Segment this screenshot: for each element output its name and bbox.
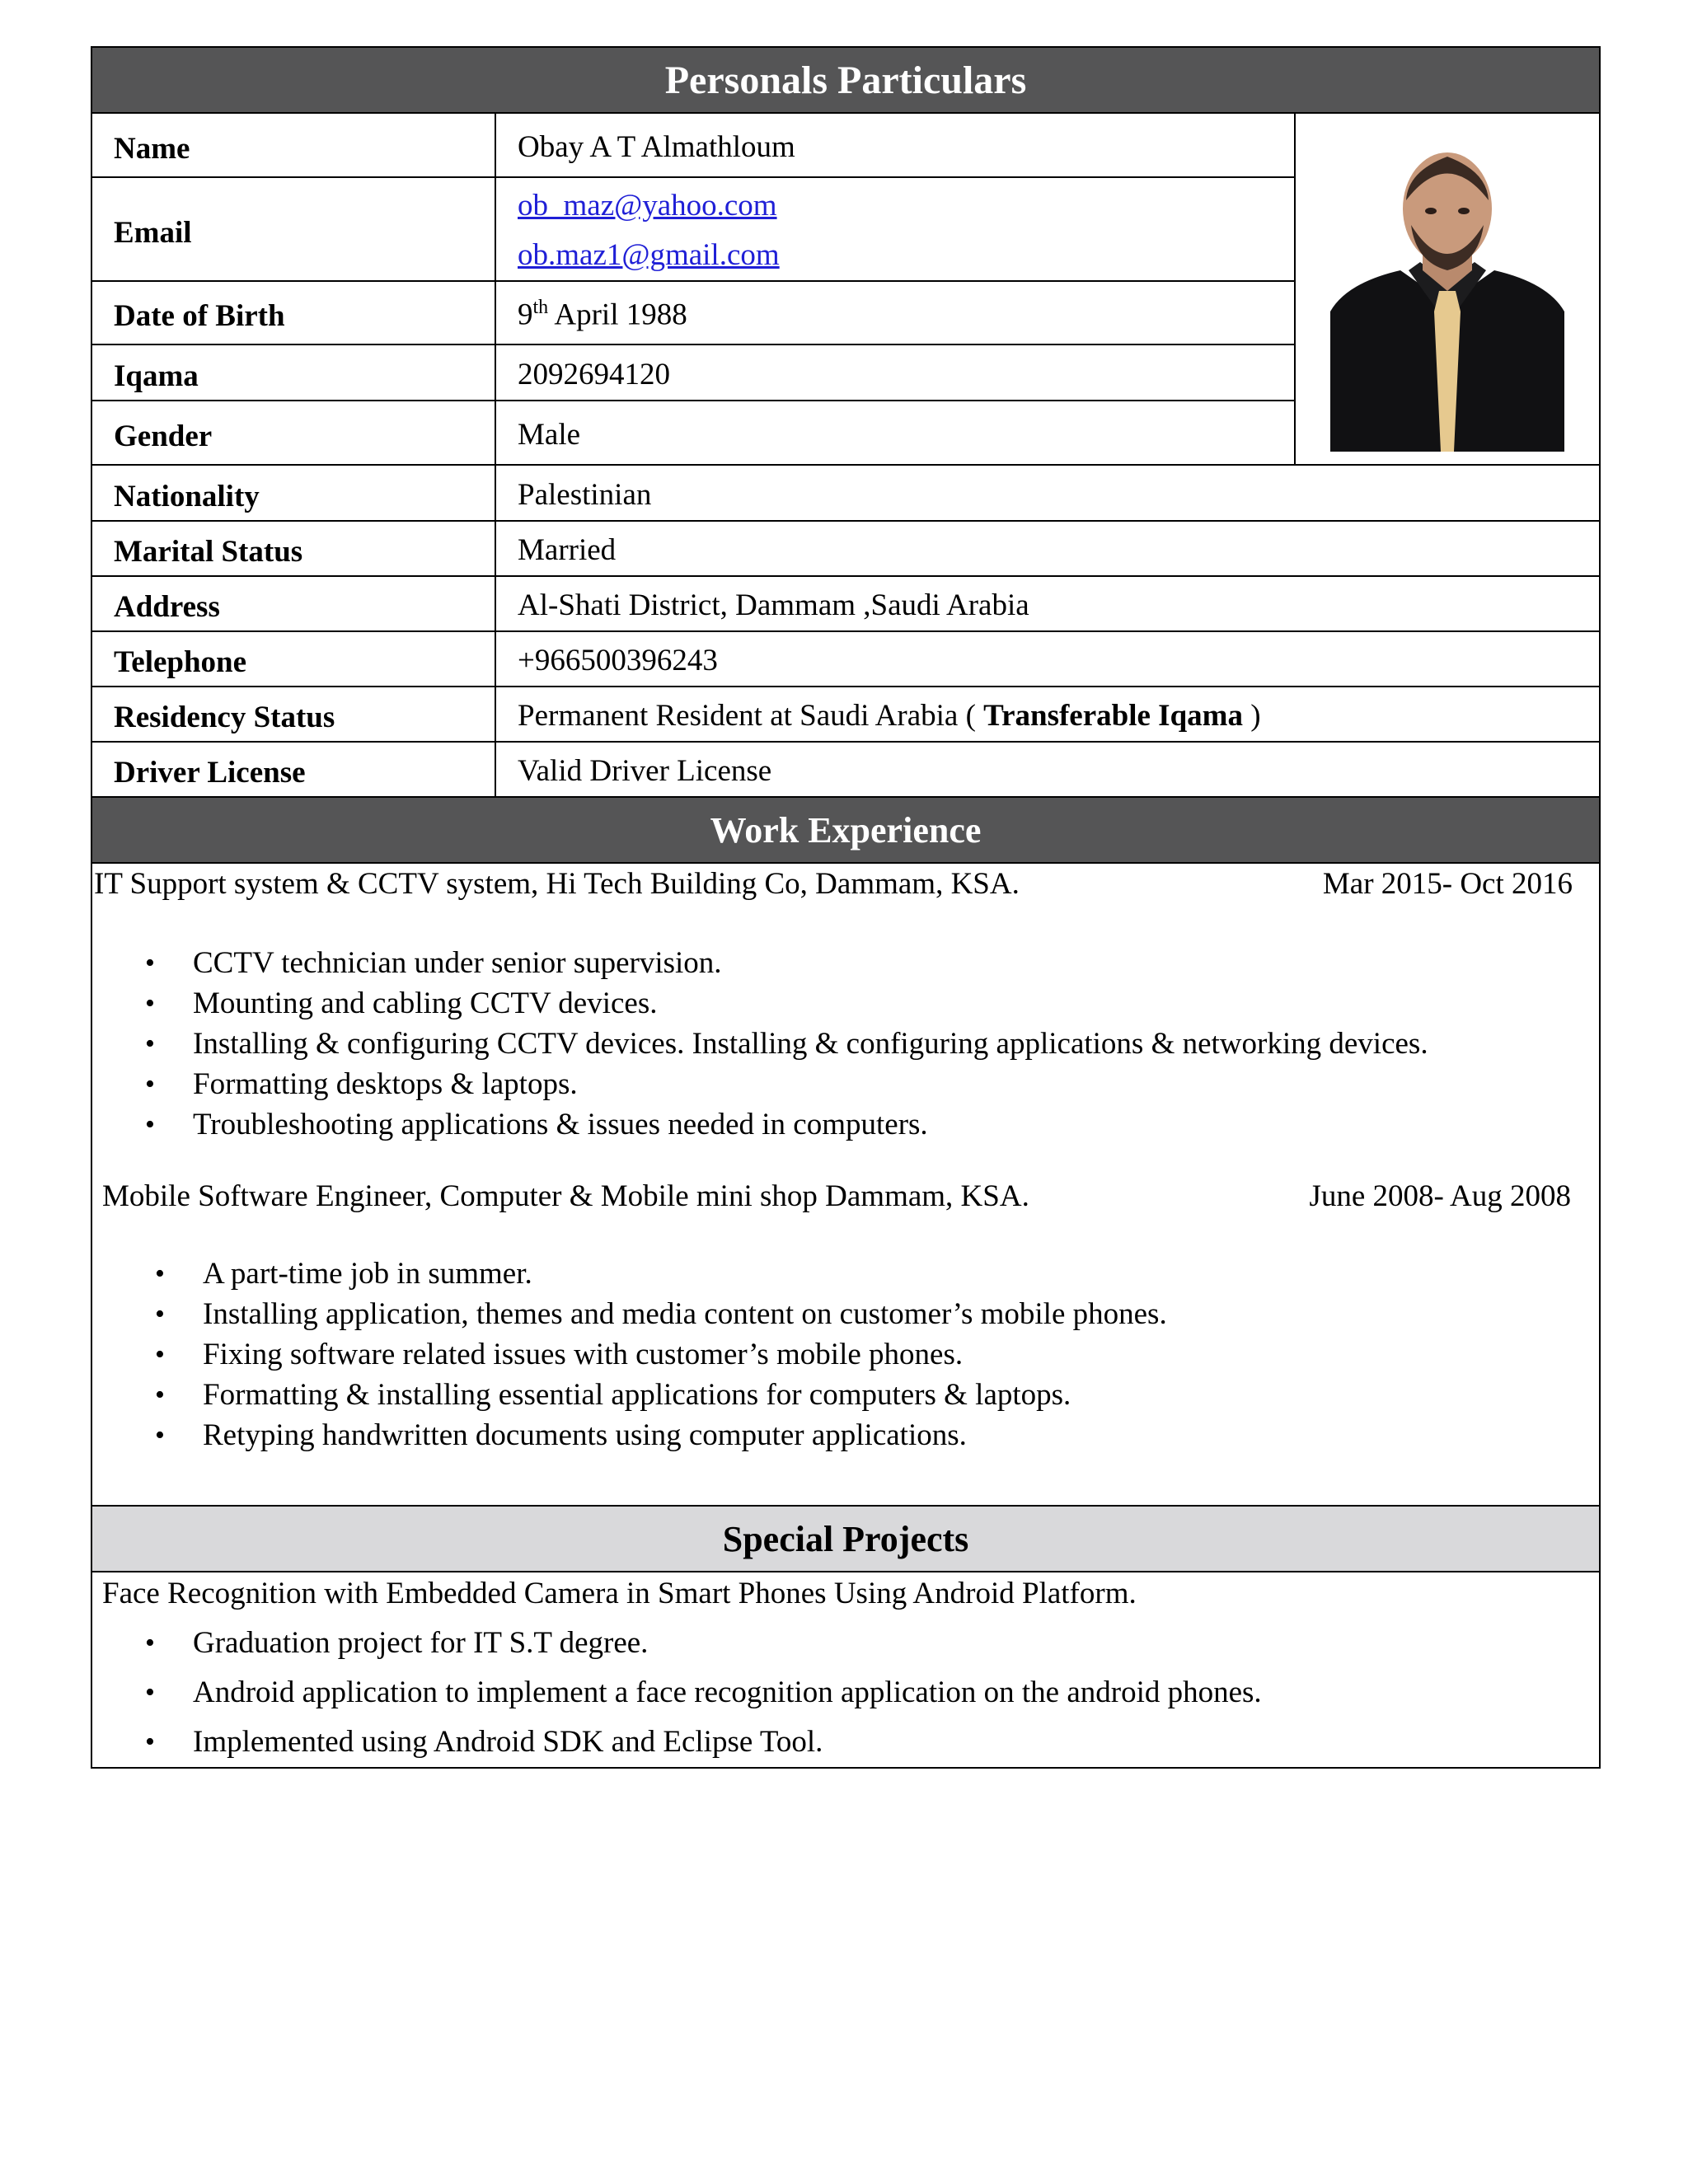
email-link-gmail[interactable]: ob.maz1@gmail.com bbox=[518, 238, 780, 272]
residency-prefix: Permanent Resident at Saudi Arabia ( bbox=[518, 699, 984, 733]
list-item bbox=[155, 1375, 1599, 1415]
list-item bbox=[155, 1415, 1599, 1455]
list-item-text: Retyping handwritten documents using computer applications. bbox=[203, 1418, 967, 1452]
list-item bbox=[155, 1294, 1599, 1334]
marital-status-value: Married bbox=[495, 521, 1600, 576]
iqama-value: 2092694120 bbox=[495, 344, 1295, 401]
list-item bbox=[145, 983, 1599, 1024]
address-value: Al-Shati District, Dammam ,Saudi Arabia bbox=[495, 576, 1600, 631]
address-label: Address bbox=[91, 576, 495, 631]
list-item-text: Android application to implement a face recognition application on the android phones. bbox=[193, 1675, 1262, 1709]
list-item-text: Mounting and cabling CCTV devices. bbox=[193, 987, 658, 1020]
project-bullets bbox=[92, 1619, 1599, 1767]
job-header bbox=[94, 864, 1573, 905]
residency-status-label: Residency Status bbox=[91, 687, 495, 742]
telephone-value: +966500396243 bbox=[495, 631, 1600, 687]
projects-body bbox=[91, 1572, 1600, 1768]
gender-label: Gender bbox=[91, 401, 495, 465]
profile-photo-image bbox=[1330, 138, 1564, 452]
name-value: Obay A T Almathloum bbox=[495, 113, 1295, 177]
project-title: Face Recognition with Embedded Camera in Smart Phones Using Android Platform. bbox=[102, 1577, 1137, 1610]
dob-rest: April 1988 bbox=[548, 298, 687, 332]
job-position: IT Support system & CCTV system, Hi Tech Building Co, Dammam, KSA. bbox=[94, 867, 1020, 901]
work-experience-body bbox=[91, 863, 1600, 1506]
residency-bold: Transferable Iqama bbox=[983, 699, 1243, 733]
cv-sheet bbox=[91, 46, 1599, 1769]
job-position: Mobile Software Engineer, Computer & Mobile mini shop Dammam, KSA. bbox=[102, 1179, 1029, 1213]
bullet-icon: • bbox=[155, 1299, 165, 1329]
job-dates: Mar 2015- Oct 2016 bbox=[1322, 867, 1573, 901]
list-item-text: Formatting & installing essential applications for computers & laptops. bbox=[203, 1378, 1071, 1412]
job-entry bbox=[92, 864, 1599, 905]
email-link-yahoo[interactable]: ob_maz@yahoo.com bbox=[518, 189, 777, 223]
nationality-value: Palestinian bbox=[495, 465, 1600, 521]
telephone-label: Telephone bbox=[91, 631, 495, 687]
dob-value bbox=[495, 281, 1295, 344]
bullet-icon: • bbox=[145, 1029, 155, 1059]
job-bullets bbox=[92, 1254, 1599, 1455]
gender-value: Male bbox=[495, 401, 1295, 465]
job-bullets bbox=[92, 943, 1599, 1145]
email-value bbox=[495, 177, 1295, 281]
cv-table bbox=[91, 46, 1601, 1769]
work-section-title: Work Experience bbox=[91, 797, 1600, 863]
list-item bbox=[145, 1619, 1599, 1668]
list-item-text: CCTV technician under senior supervision. bbox=[193, 946, 722, 980]
bullet-icon: • bbox=[145, 1677, 155, 1708]
profile-photo bbox=[1295, 113, 1600, 465]
driver-license-value: Valid Driver License bbox=[495, 742, 1600, 797]
bullet-icon: • bbox=[145, 1628, 155, 1658]
list-item-text: Fixing software related issues with customer’s mobile phones. bbox=[203, 1338, 964, 1371]
bullet-icon: • bbox=[155, 1380, 165, 1410]
bullet-icon: • bbox=[145, 1069, 155, 1099]
dob-suffix: th bbox=[532, 296, 549, 318]
list-item-text: Installing application, themes and media content on customer’s mobile phones. bbox=[203, 1297, 1167, 1331]
list-item-text: Formatting desktops & laptops. bbox=[193, 1067, 578, 1101]
bullet-icon: • bbox=[145, 1727, 155, 1757]
dob-day: 9 bbox=[518, 298, 533, 332]
list-item-text: Implemented using Android SDK and Eclipse Tool. bbox=[193, 1725, 823, 1759]
projects-section-title: Special Projects bbox=[91, 1506, 1600, 1572]
job-dates: June 2008- Aug 2008 bbox=[1309, 1179, 1572, 1213]
list-item bbox=[145, 1024, 1599, 1064]
job-entry bbox=[92, 1176, 1599, 1217]
bullet-icon: • bbox=[155, 1258, 165, 1289]
bullet-icon: • bbox=[155, 1339, 165, 1370]
bullet-icon: • bbox=[145, 988, 155, 1019]
list-item bbox=[145, 1668, 1599, 1718]
driver-license-label: Driver License bbox=[91, 742, 495, 797]
bullet-icon: • bbox=[145, 948, 155, 978]
list-item bbox=[145, 1718, 1599, 1767]
list-item-text: Installing & configuring CCTV devices. Installing & configuring applications & networking devices. bbox=[193, 1027, 1428, 1061]
name-label: Name bbox=[91, 113, 495, 177]
marital-status-label: Marital Status bbox=[91, 521, 495, 576]
list-item-text: A part-time job in summer. bbox=[203, 1257, 532, 1291]
nationality-label: Nationality bbox=[91, 465, 495, 521]
dob-label: Date of Birth bbox=[91, 281, 495, 344]
residency-status-value bbox=[495, 687, 1600, 742]
residency-suffix: ) bbox=[1242, 699, 1261, 733]
list-item bbox=[155, 1334, 1599, 1375]
bullet-icon: • bbox=[145, 1109, 155, 1140]
list-item bbox=[145, 943, 1599, 983]
list-item bbox=[155, 1254, 1599, 1294]
list-item bbox=[145, 1104, 1599, 1145]
list-item-text: Graduation project for IT S.T degree. bbox=[193, 1626, 649, 1660]
job-header bbox=[102, 1176, 1571, 1217]
list-item bbox=[145, 1064, 1599, 1104]
list-item-text: Troubleshooting applications & issues needed in computers. bbox=[193, 1108, 928, 1141]
email-label: Email bbox=[91, 177, 495, 281]
bullet-icon: • bbox=[155, 1420, 165, 1451]
personal-section-title: Personals Particulars bbox=[91, 47, 1600, 113]
iqama-label: Iqama bbox=[91, 344, 495, 401]
